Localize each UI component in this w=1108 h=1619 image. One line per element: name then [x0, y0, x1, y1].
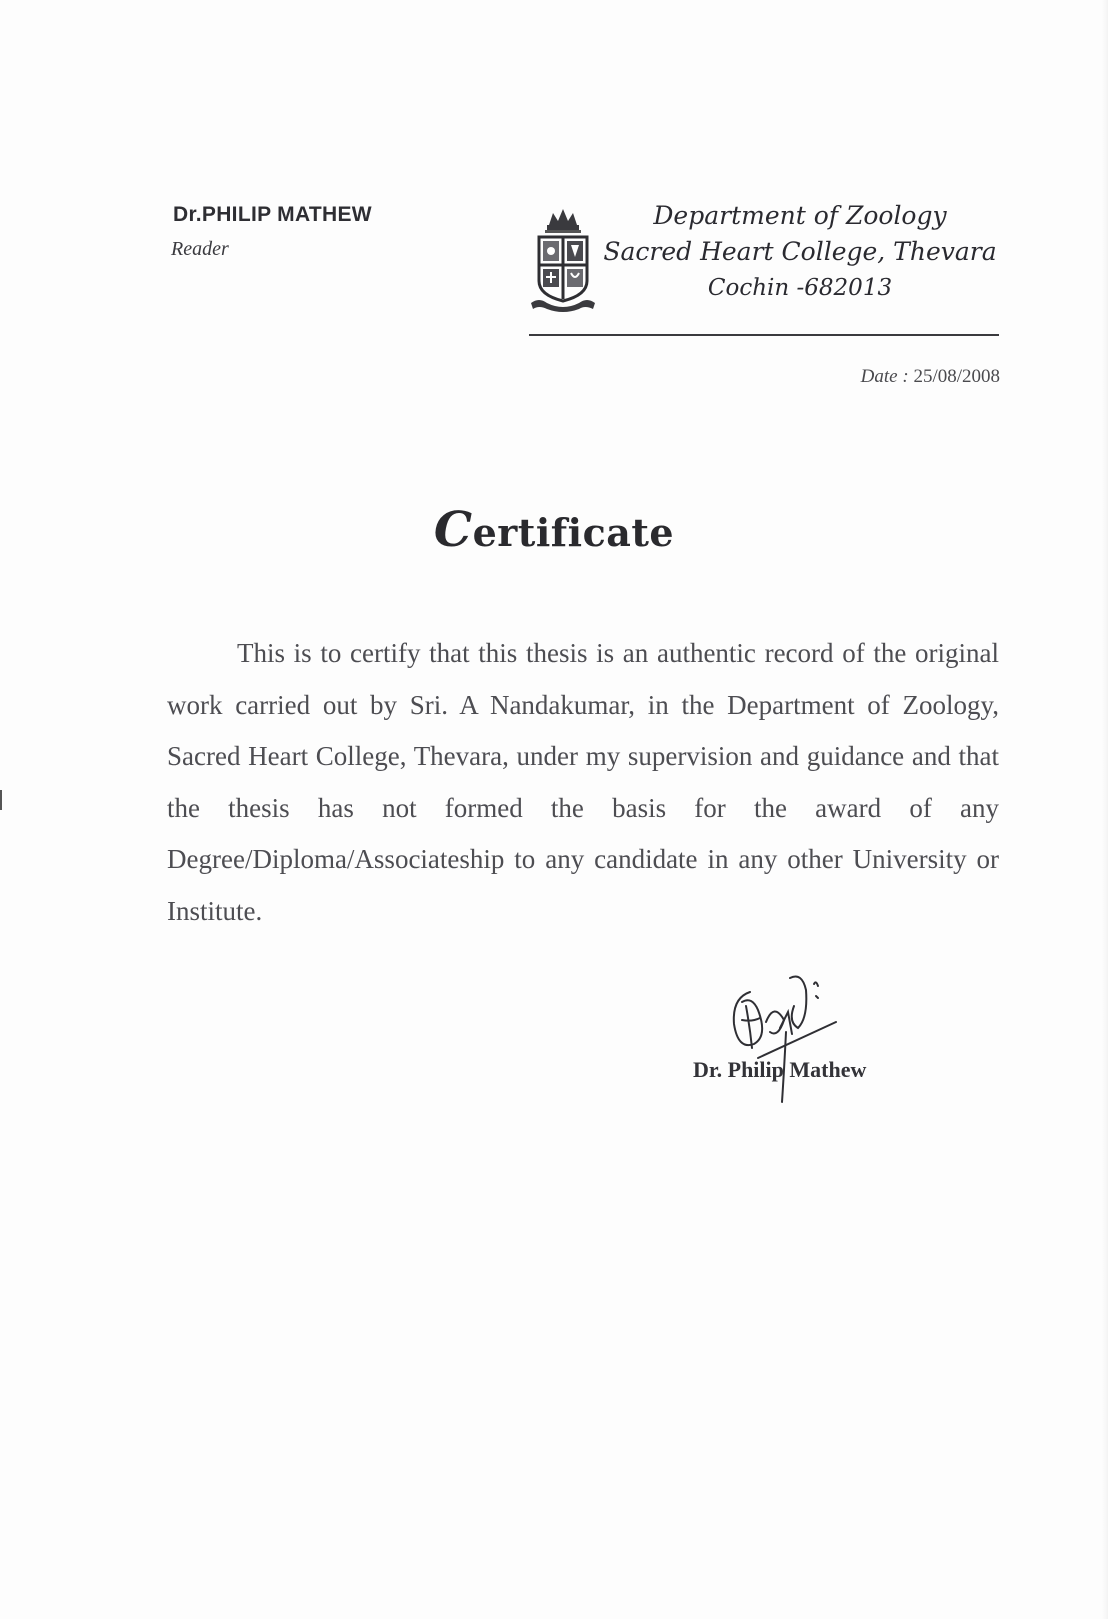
college-name: Sacred Heart College, Thevara: [603, 237, 997, 266]
page-edge-shadow: [1102, 0, 1108, 1619]
date-label: Date :: [860, 366, 909, 387]
header-divider: [529, 334, 999, 336]
title-initial: C: [433, 502, 473, 558]
department-address-block: [600, 198, 1000, 306]
date-line: [861, 366, 1000, 388]
signatory-name: Dr. Philip Mathew: [693, 1057, 867, 1082]
college-crest-icon: [527, 207, 599, 313]
certificate-title: [0, 502, 1108, 558]
author-title: Reader: [171, 238, 229, 260]
author-name: Dr.PHILIP MATHEW: [173, 203, 372, 226]
certificate-body: This is to certify that this thesis is an authentic record of the original work carried out by Sri. A Nandakumar, in the Department of Zoology, Sacred Heart College, Thevara, under my supervision and guidance and that the thesis has not formed the basis for the award of any Degree/Diploma/Associateship to any candidate in any other University or Institute.: [167, 638, 999, 926]
department-name: Department of Zoology: [653, 201, 947, 230]
date-value: 25/08/2008: [913, 366, 1000, 387]
scan-mark: [0, 790, 2, 810]
signature-icon: [728, 962, 868, 1112]
title-rest: ertificate: [472, 510, 675, 555]
college-address: Cochin -682013: [707, 275, 893, 301]
